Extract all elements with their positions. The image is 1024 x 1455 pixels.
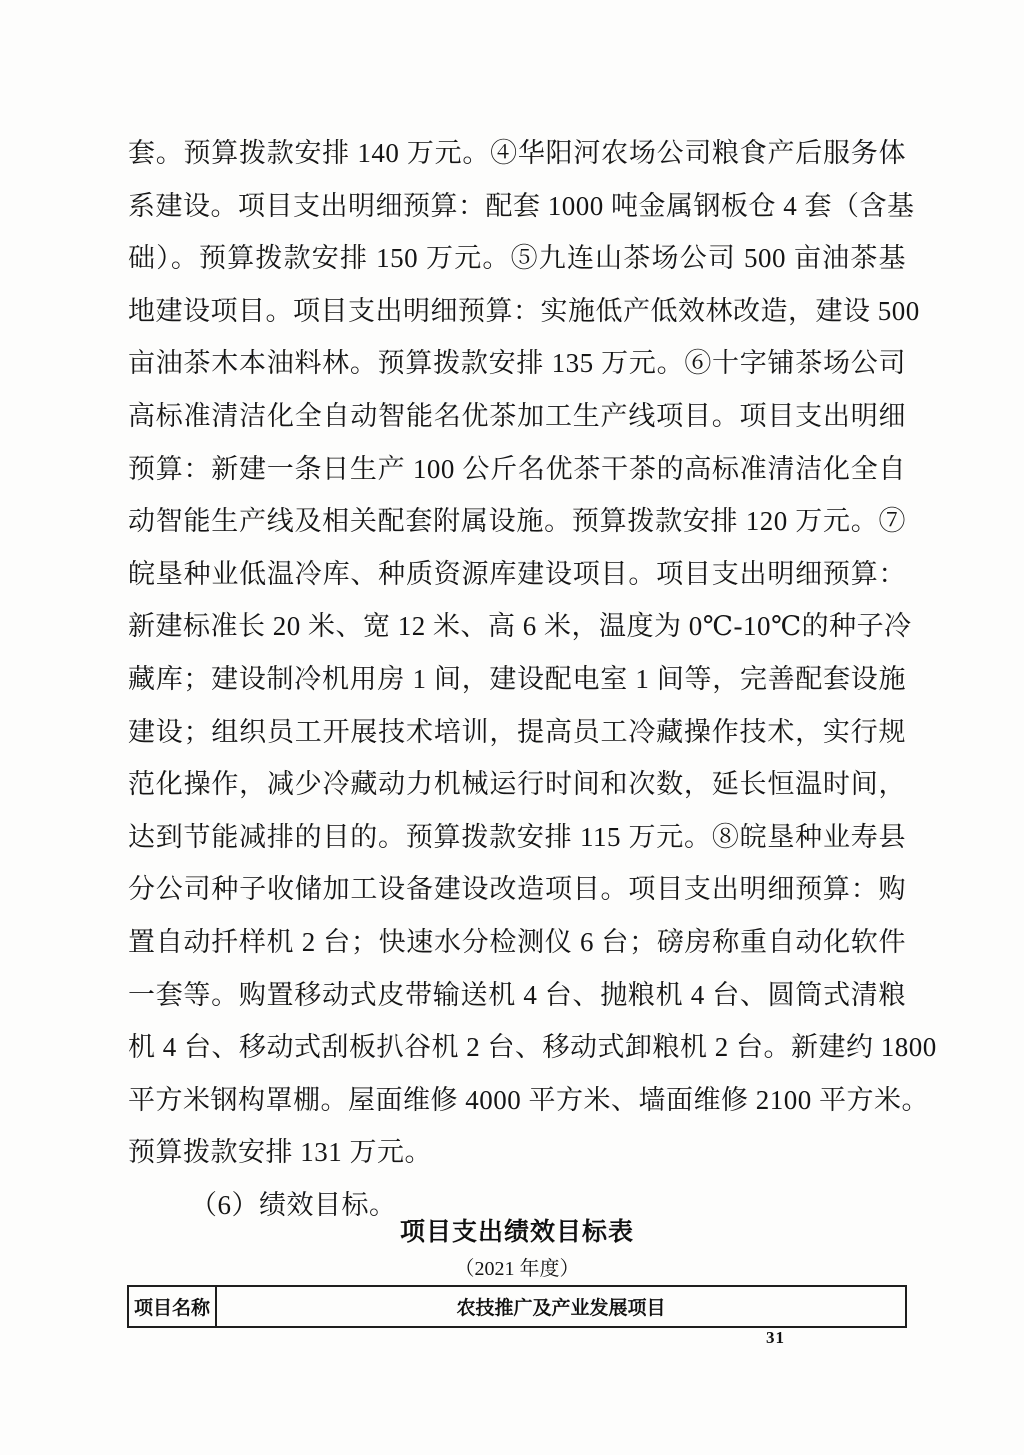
text-line: 一套等。购置移动式皮带输送机 4 台、抛粮机 4 台、圆筒式清粮 xyxy=(128,979,906,1010)
page-number: 31 xyxy=(766,1328,785,1347)
performance-target-table xyxy=(127,1285,907,1328)
text-line: 预算拨款安排 131 万元。 xyxy=(128,1137,432,1168)
text-line: 机 4 台、移动式刮板扒谷机 2 台、移动式卸粮机 2 台。新建约 1800 xyxy=(128,1032,937,1063)
body-text-block xyxy=(128,127,937,1231)
text-line: 置自动扦样机 2 台；快速水分检测仪 6 台；磅房称重自动化软件 xyxy=(128,926,906,957)
table-cell-project-name-value: 农技推广及产业发展项目 xyxy=(456,1298,666,1319)
text-line: 亩油茶木本油料林。预算拨款安排 135 万元。⑥十字铺茶场公司 xyxy=(128,348,906,379)
text-line: 藏库；建设制冷机用房 1 间，建设配电室 1 间等，完善配套设施 xyxy=(128,663,906,694)
text-line: 高标准清洁化全自动智能名优茶加工生产线项目。项目支出明细 xyxy=(128,400,906,431)
text-line: 达到节能减排的目的。预算拨款安排 115 万元。⑧皖垦种业寿县 xyxy=(128,821,906,852)
performance-table-subtitle: （2021 年度） xyxy=(454,1258,580,1280)
table-header-project-name: 项目名称 xyxy=(129,1287,217,1326)
performance-table-title: 项目支出绩效目标表 xyxy=(399,1218,634,1246)
text-line: 系建设。项目支出明细预算：配套 1000 吨金属钢板仓 4 套（含基 xyxy=(128,190,915,221)
text-line: 平方米钢构罩棚。屋面维修 4000 平方米、墙面维修 2100 平方米。 xyxy=(128,1084,929,1115)
text-line: 预算：新建一条日生产 100 公斤名优茶干茶的高标准清洁化全自 xyxy=(128,453,906,484)
text-line: 皖垦种业低温冷库、种质资源库建设项目。项目支出明细预算： xyxy=(128,558,906,589)
text-line: 分公司种子收储加工设备建设改造项目。项目支出明细预算：购 xyxy=(128,874,906,905)
text-line: 地建设项目。项目支出明细预算：实施低产低效林改造，建设 500 xyxy=(128,295,920,326)
text-line: 建设；组织员工开展技术培训，提高员工冷藏操作技术，实行规 xyxy=(128,716,906,747)
text-line: 础）。预算拨款安排 150 万元。⑤九连山茶场公司 500 亩油茶基 xyxy=(128,243,906,274)
text-line: 动智能生产线及相关配套附属设施。预算拨款安排 120 万元。⑦ xyxy=(128,506,906,537)
text-line: 范化操作，减少冷藏动力机械运行时间和次数，延长恒温时间， xyxy=(128,769,906,800)
section-heading-line: （6）绩效目标。 xyxy=(190,1189,397,1220)
text-line: 套。预算拨款安排 140 万元。④华阳河农场公司粮食产后服务体 xyxy=(128,138,906,168)
text-line: 新建标准长 20 米、宽 12 米、高 6 米，温度为 0℃-10℃的种子冷 xyxy=(128,611,912,642)
